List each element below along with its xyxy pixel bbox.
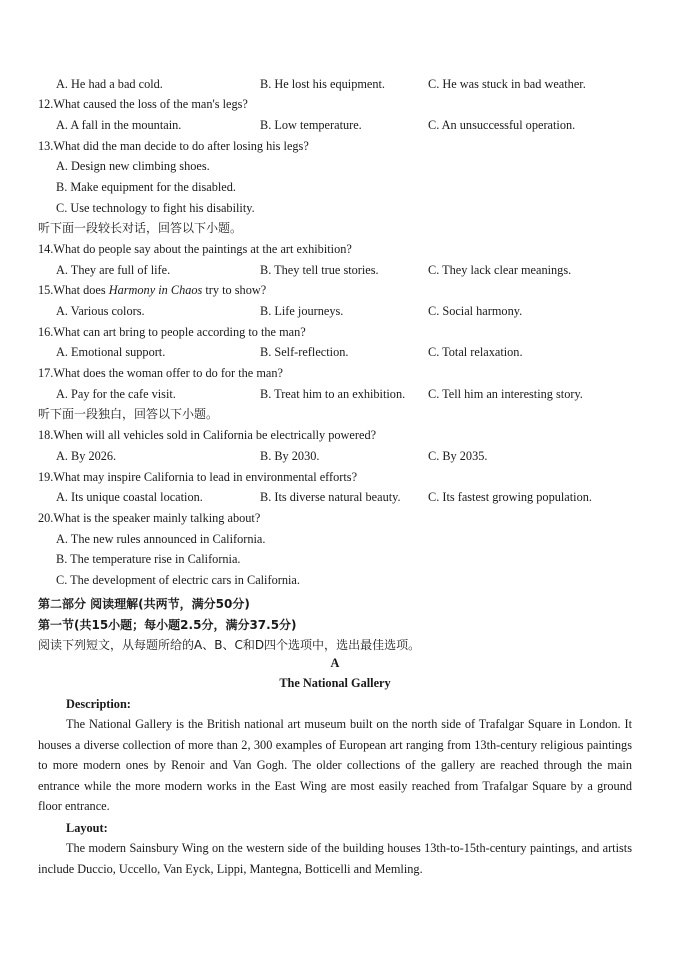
question-17-stem: 17.What does the woman offer to do for the man? [38, 366, 283, 380]
q15-stem-pre: 15.What does [38, 283, 109, 297]
q15-option-a: A. Various colors. [56, 304, 145, 318]
listening-instruction-monologue: 听下面一段独白，回答以下小题。 [38, 407, 219, 421]
listening-instruction-dialogue: 听下面一段较长对话，回答以下小题。 [38, 221, 243, 235]
q11-option-c: C. He was stuck in bad weather. [428, 77, 586, 91]
q20-option-c: C. The development of electric cars in California. [56, 573, 300, 587]
q14-option-c: C. They lack clear meanings. [428, 263, 572, 277]
q16-option-b: B. Self-reflection. [260, 345, 349, 359]
question-18-stem: 18.When will all vehicles sold in California be electrically powered? [38, 428, 377, 442]
q14-option-a: A. They are full of life. [56, 263, 171, 277]
question-19-stem: 19.What may inspire California to lead in environmental efforts? [38, 470, 358, 484]
q18-option-a: A. By 2026. [56, 449, 117, 463]
q13-option-c: C. Use technology to fight his disability. [56, 201, 255, 215]
part-two-heading: 第二部分 阅读理解(共两节，满分50分) [38, 597, 250, 611]
q20-option-a: A. The new rules announced in California. [56, 532, 266, 546]
passage-letter: A [330, 656, 340, 670]
description-paragraph: The National Gallery is the British national art museum built on the north side of Trafalgar Square in London. It houses a diverse collection of more than 2, 300 examples of European art ranging from 13th-century religious paintings to more modern ones by Renoir and Van Gogh. The older collections of the gallery are reached through the main entrance while the more modern works in the East Wing are most easily reached from Trafalgar Square by a ground floor entrance. [38, 717, 632, 814]
q15-stem-post: try to show? [202, 283, 267, 297]
question-20-stem: 20.What is the speaker mainly talking about? [38, 511, 261, 525]
q16-option-c: C. Total relaxation. [428, 345, 523, 359]
question-15-stem [38, 282, 654, 298]
q15-stem-title: Harmony in Chaos [108, 283, 203, 297]
section-one-heading: 第一节(共15小题；每小题2.5分，满分37.5分) [38, 618, 297, 632]
passage-title: The National Gallery [279, 676, 391, 690]
q18-option-b: B. By 2030. [260, 449, 320, 463]
q12-option-c: C. An unsuccessful operation. [428, 118, 576, 132]
q12-option-a: A. A fall in the mountain. [56, 118, 182, 132]
q18-option-c: C. By 2035. [428, 449, 488, 463]
q19-option-c: C. Its fastest growing population. [428, 490, 592, 504]
q20-option-b: B. The temperature rise in California. [56, 552, 241, 566]
q17-option-a: A. Pay for the cafe visit. [56, 387, 176, 401]
question-14-stem: 14.What do people say about the paintings at the art exhibition? [38, 242, 352, 256]
q14-option-b: B. They tell true stories. [260, 263, 379, 277]
description-label: Description: [66, 697, 131, 711]
q13-option-a: A. Design new climbing shoes. [56, 159, 210, 173]
q11-option-b: B. He lost his equipment. [260, 77, 386, 91]
q17-option-b: B. Treat him to an exhibition. [260, 387, 406, 401]
q13-option-b: B. Make equipment for the disabled. [56, 180, 236, 194]
q11-option-a: A. He had a bad cold. [56, 77, 163, 91]
reading-instruction: 阅读下列短文，从每题所给的A、B、C和D四个选项中，选出最佳选项。 [38, 638, 421, 652]
q17-option-c: C. Tell him an interesting story. [428, 387, 583, 401]
q15-option-c: C. Social harmony. [428, 304, 523, 318]
q19-option-a: A. Its unique coastal location. [56, 490, 203, 504]
q15-option-b: B. Life journeys. [260, 304, 344, 318]
question-16-stem: 16.What can art bring to people according to the man? [38, 325, 306, 339]
question-12-stem: 12.What caused the loss of the man's legs? [38, 97, 248, 111]
layout-paragraph: The modern Sainsbury Wing on the western side of the building houses 13th-to-15th-century paintings, and artists include Duccio, Uccello, Van Eyck, Lippi, Mantegna, Botticelli and Memling. [38, 841, 632, 876]
q12-option-b: B. Low temperature. [260, 118, 362, 132]
layout-label: Layout: [66, 821, 108, 835]
q19-option-b: B. Its diverse natural beauty. [260, 490, 401, 504]
question-13-stem: 13.What did the man decide to do after losing his legs? [38, 139, 309, 153]
q16-option-a: A. Emotional support. [56, 345, 166, 359]
